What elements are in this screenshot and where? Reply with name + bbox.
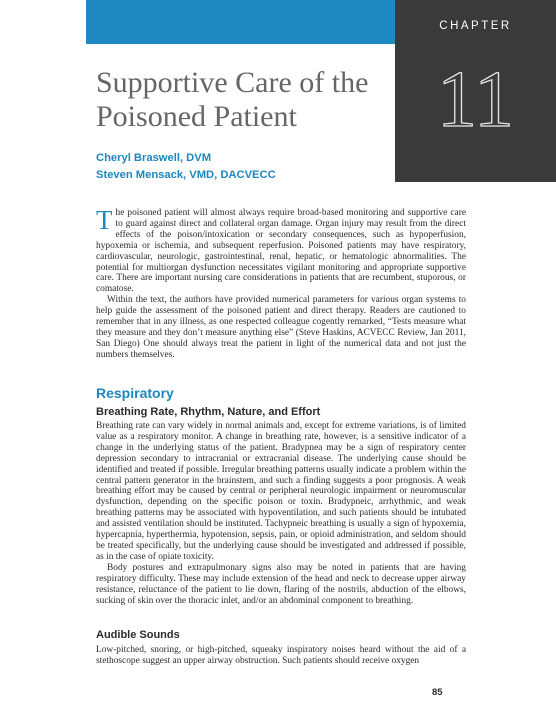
chapter-label: CHAPTER [439, 20, 512, 32]
subsection-1-text [96, 421, 466, 606]
intro-paragraph-2: Within the text, the authors have provided numerical parameters for various organ systems to help guide the assessment of the poisoned patient and direct therapy. Readers are cautioned to remember that in any illness, as one respected colleague cogently remarked, “Tests measure what they measure and they don’t measure anything else” (Steve Haskins, ACVECC Review, Jan 2011, San Diego) One should always treat the patient in light of the numerical data and not just the numbers themselves. [96, 295, 466, 360]
chapter-title-line-2: Poisoned Patient [96, 100, 297, 133]
subsection-1-paragraph-1: Breathing rate can vary widely in normal animals and, except for extreme variations, is of limited value as a respiratory monitor. A change in breathing rate, however, is a sensitive indicator of a change in the underlying status of the patient. Bradypnea may be a sign of respiratory center depression secondary to intracranial or extracranial disease. The underlying cause should be identified and treated if possible. Irregular breathing patterns usually indicate a problem within the central pattern generator in the brainstem, and such a finding suggests a poor prognosis. A weak breathing effort may be caused by central or peripheral neurologic impairment or neuromuscular dysfunction, depending on the specific poison or toxin. Bradypneic, arrhythmic, and weak breathing patterns may be associated with hypoventilation, and such patients should be intubated and assisted ventilation should be instituted. Tachypneic breathing is usually a sign of hypoxemia, hypercapnia, hyperthermia, hypotension, sepsis, pain, or opioid administration, and seldom should be treated specifically, but the underlying cause should be investigated and addressed if possible, as in the case of opiate toxicity. [96, 421, 466, 562]
chapter-number: 11 [436, 56, 515, 144]
drop-cap: T [96, 205, 113, 235]
chapter-title-line-1: Supportive Care of the [96, 66, 369, 99]
intro-paragraph-1-text: he poisoned patient will almost always require broad-based monitoring and supportive care to guard against direct and collateral organ damage. Organ injury may result from the direct effects of the poison/intoxication or secondary consequences, such as hypoperfusion, hypoxemia or ischemia, and subsequent reperfusion. Poisoned patients may have respiratory, cardiovascular, neurologic, gastrointestinal, renal, hepatic, or hematologic abnormalities. The potential for multiorgan dysfunction necessitates vigilant monitoring and appropriate supportive care. There are important nursing care considerations in patients that are recumbent, stuporous, or comatose. [96, 208, 466, 295]
page-number: 85 [432, 687, 443, 698]
subsection-2-paragraph-1: Low-pitched, snoring, or high-pitched, squeaky inspiratory noises heard without the aid of a stethoscope suggest an upper airway obstruction. Such patients should receive oxygen [96, 645, 466, 666]
chapter-title [96, 66, 368, 134]
subsection-heading-2: Audible Sounds [96, 629, 180, 641]
subsection-1-paragraph-2: Body postures and extrapulmonary signs also may be noted in patients that are having respiratory difficulty. These may include extension of the head and neck to decrease upper airway resistance, reluctance of the patient to lie down, flaring of the nostrils, abduction of the elbows, sucking of skin over the thoracic inlet, and/or an abdominal component to breathing. [96, 562, 466, 606]
author-2: Steven Mensack, VMD, DACVECC [96, 169, 276, 181]
author-1: Cheryl Braswell, DVM [96, 152, 212, 164]
intro-paragraph-1 [96, 205, 466, 295]
author-list [96, 150, 276, 184]
intro-text [96, 205, 466, 361]
section-heading: Respiratory [96, 385, 174, 401]
subsection-2-text [96, 645, 466, 667]
subsection-heading-1: Breathing Rate, Rhythm, Nature, and Effort [96, 406, 321, 418]
